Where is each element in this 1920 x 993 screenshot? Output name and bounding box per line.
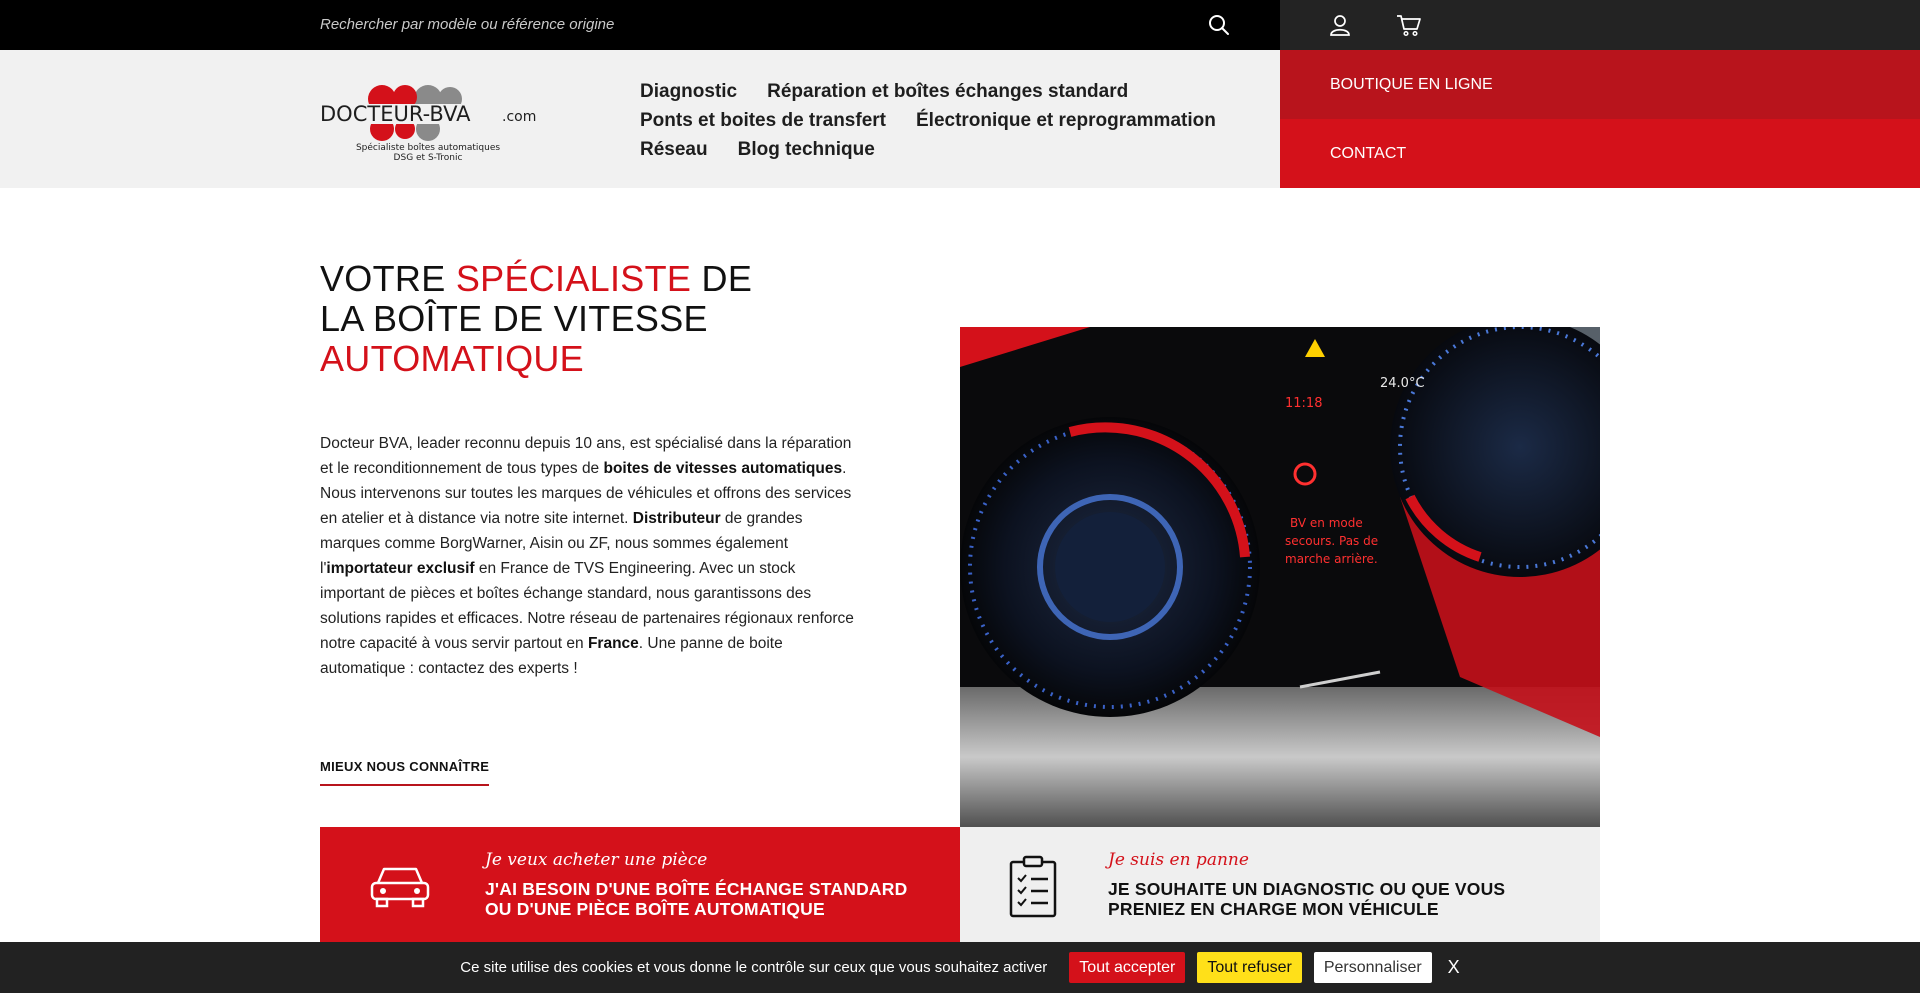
cookie-banner (0, 942, 1920, 993)
nav-item-diagnostic[interactable]: Diagnostic (640, 81, 738, 102)
hero-title-highlight: SPÉCIALISTE (455, 258, 692, 299)
card-kicker: Je veux acheter une pièce (485, 850, 708, 870)
logo-tagline-2: DSG et S-Tronic (393, 153, 463, 163)
hero-title-part: DE LA BOÎTE DE VITESSE (320, 258, 753, 339)
dashboard-temp: 24.0°C (1380, 376, 1425, 391)
customize-cookies-button[interactable]: Personnaliser (1314, 952, 1432, 983)
hero-dashboard-image (960, 327, 1600, 827)
hero-title-highlight: AUTOMATIQUE (320, 338, 584, 379)
card-kicker: Je suis en panne (1108, 850, 1249, 870)
hero-title (320, 259, 800, 379)
contact-button[interactable]: CONTACT (1280, 119, 1920, 188)
breakdown-card[interactable] (960, 827, 1600, 942)
card-title: J'AI BESOIN D'UNE BOÎTE ÉCHANGE STANDARD OU D'UNE PIÈCE BOÎTE AUTOMATIQUE (485, 879, 908, 919)
logo-domain: .com (502, 109, 536, 125)
card-title: JE SOUHAITE UN DIAGNOSTIC OU QUE VOUS PRENIEZ EN CHARGE MON VÉHICULE (1108, 879, 1506, 919)
main-nav (640, 77, 1260, 164)
hero-description (320, 431, 855, 681)
refuse-cookies-button[interactable]: Tout refuser (1197, 952, 1301, 983)
hero-text-bold: France (587, 635, 639, 652)
hero-text: . Une panne de boite automatique : contactez des experts ! (320, 635, 783, 677)
cart-icon[interactable] (1396, 13, 1422, 37)
accept-cookies-button[interactable]: Tout accepter (1069, 952, 1185, 983)
buy-part-card[interactable] (320, 827, 960, 942)
car-icon (368, 861, 432, 909)
shop-button[interactable]: BOUTIQUE EN LIGNE (1280, 50, 1920, 119)
dashboard-message: BV en mode (1290, 516, 1363, 530)
cookie-text: Ce site utilise des cookies et vous donne le contrôle sur ceux que vous souhaitez activer (460, 959, 1048, 976)
clipboard-icon (1008, 854, 1058, 918)
user-icon[interactable] (1328, 13, 1352, 37)
hero-text: . Nous intervenons sur toutes les marques de véhicules et offrons des services en atelier et à distance via notre site internet. (320, 460, 852, 527)
logo-tagline: Spécialiste boîtes automatiques (355, 143, 501, 153)
search-input[interactable]: Rechercher par modèle ou référence origine (320, 16, 615, 33)
hero-text: en France de TVS Engineering. Avec un stock important de pièces et boîtes échange standard, nous garantissons des solutions rapides et efficaces. Notre réseau de partenaires régionaux renforce notre capacité à vous servir partout en (320, 560, 854, 652)
account-panel (1280, 0, 1920, 50)
dashboard-message: marche arrière. (1285, 552, 1378, 566)
dashboard-time: 11:18 (1285, 396, 1323, 411)
search-icon[interactable] (1207, 13, 1231, 37)
nav-item-ponts[interactable]: Ponts et boites de transfert (640, 110, 886, 131)
nav-item-reparation[interactable]: Réparation et boîtes échanges standard (767, 81, 1129, 102)
hero-text-bold: Distributeur (632, 510, 721, 527)
close-cookie-banner-button[interactable]: X (1447, 957, 1460, 977)
hero-text: Docteur BVA, leader reconnu depuis 10 ans, est spécialisé dans la réparation et le reconditionnement de tous types de (320, 435, 852, 477)
nav-item-reseau[interactable]: Réseau (640, 139, 708, 160)
about-us-link[interactable]: MIEUX NOUS CONNAÎTRE (320, 759, 489, 786)
dashboard-message: secours. Pas de (1285, 534, 1379, 548)
nav-item-blog[interactable]: Blog technique (737, 139, 875, 160)
hero-title-part: VOTRE (320, 258, 456, 299)
nav-item-electronique[interactable]: Électronique et reprogrammation (916, 110, 1216, 131)
hero-text-bold: importateur exclusif (326, 560, 475, 577)
logo-wordmark: DOCTEUR-BVA (320, 102, 471, 126)
hero-text-bold: boites de vitesses automatiques (603, 460, 843, 477)
hero-text: de grandes marques comme BorgWarner, Aisin ou ZF, nous sommes également l' (320, 510, 803, 577)
site-logo[interactable] (320, 82, 536, 168)
